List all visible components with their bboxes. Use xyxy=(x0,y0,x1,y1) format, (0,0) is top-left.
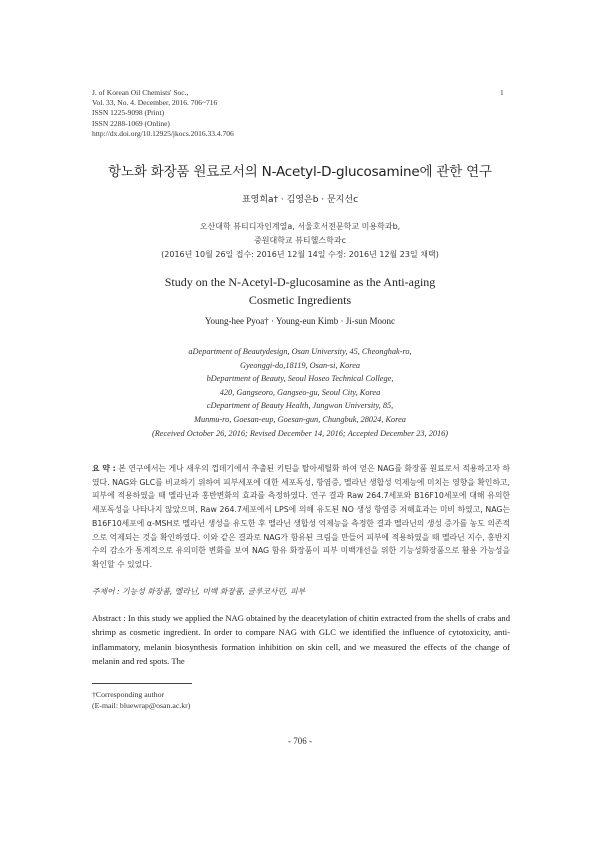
english-title xyxy=(0,273,600,309)
english-affiliation-line: 420, Gangseoro, Gangseo-gu, Seoul City, Korea xyxy=(219,387,381,397)
english-authors: Young-hee Pyoa† · Young-eun Kimb · Ji-sun Moonc xyxy=(204,316,396,326)
issn-print: ISSN 1225-9098 (Print) xyxy=(92,108,165,118)
korean-authors: 표영희a† · 김영은b · 문지선c xyxy=(241,195,359,205)
journal-name: J. of Korean Oil Chemists' Soc., xyxy=(92,88,189,97)
english-abstract xyxy=(92,611,510,668)
issn-online: ISSN 2288-1069 (Online) xyxy=(92,118,170,128)
korean-abstract xyxy=(92,462,510,572)
english-affiliation-line: Gyeonggi-do,18119, Osan-si, Korea xyxy=(239,360,361,370)
korean-abstract-label: 요 약 : xyxy=(92,464,116,473)
english-abstract-text: In this study we applied the NAG obtained by the deacetylation of chitin extracted from the shells of crabs and shrimp as cosmetic ingredient. In order to compare NAG with GLC we identified the influence of cytotoxicity, anti-inflammatory, melanin biosynthesis formation inhibition on skin cell, and we measured the effects of the change of melanin and red spots. The xyxy=(92,613,511,666)
english-dates: (Received October 26, 2016; Revised December 14, 2016; Accepted December 23, 2016) xyxy=(151,428,449,438)
english-affiliation-line: Munmu-ro, Goesan-eup, Goesan-gun, Chungbuk, 28024, Korea xyxy=(194,414,406,424)
doi-link[interactable]: http://dx.doi.org/10.12925/jkocs.2016.33.4.706 xyxy=(92,128,234,138)
english-affiliation-line: cDepartment of Beauty Health, Jungwon University, 85, xyxy=(206,401,394,411)
journal-info xyxy=(92,88,234,139)
footnote-divider xyxy=(92,683,192,684)
author-email: (E-mail: bluewrap@osan.ac.kr) xyxy=(92,701,191,710)
journal-volume: Vol. 33, No. 4. December, 2016. 706~716 xyxy=(92,98,218,108)
english-title-line: Cosmetic Ingredients xyxy=(248,293,352,307)
korean-affiliation-line: 오산대학 뷰티디자인계열a, 서울호서전문학교 미용학과b, xyxy=(199,222,401,231)
korean-keywords: 주제어 : 기능성 화장품, 멜라닌, 미백 화장품, 글루코사민, 피부 xyxy=(92,587,306,596)
english-affiliation-line: bDepartment of Beauty, Seoul Hoseo Technical College, xyxy=(206,374,394,384)
english-abstract-label: Abstract : xyxy=(92,613,126,623)
english-title-line: Study on the N-Acetyl-D-glucosamine as the Anti-aging xyxy=(164,275,436,289)
page-number-bottom: - 706 - xyxy=(288,736,312,746)
english-affiliation-line: aDepartment of Beautydesign, Osan University, 45, Cheonghak-ro, xyxy=(188,347,412,356)
english-affiliations xyxy=(0,345,600,440)
korean-affiliation-line: 중원대학교 뷰티헬스학과c xyxy=(254,236,346,245)
korean-abstract-text: 본 연구에서는 게나 새우의 껍데기에서 추출된 키틴을 탈아세틸화 하여 얻은 NAG를 화장품 원료로서 적용하고자 하였다. NAG와 GLC를 비교하기 위하여 피부세포에 대한 세포독성, 항염증, 멜라닌 생합성 억제능에 미치는 영향을 확인하고, 피부에 적용하였을 때 멜라닌과 홍반변화의 효과를 측정하였다. 연구 결과 Raw 264.7세포와 B16F10세포에 대해 유의한 세포독성을 나타나지 않았으며, Raw 264.7세포에서 LPS에 의해 유도된 NO 생성 항염증 저해효과는 미비 하였고, NAG는 B16F10세포에 α-MSH로 멜라닌 생성을 유도한 후 멜라닌 생합성 억제능을 측정한 결과 멜라닌의 생성 증가를 농도 의존적으로 억제되는 것을 확인하였다. 이와 같은 결과로 NAG가 함유된 크림을 만들어 피부에 적용하였을 때 멜라닌 지수, 홍반지수의 감소가 통계적으로 유의미한 변화를 보여 NAG 함유 화장품이 피부 미백개선을 위한 기능성화장품으로 활용 가능성을 확인할 수 있었다. xyxy=(92,464,511,569)
korean-title: 항노화 화장품 원료로서의 N-Acetyl-D-glucosamine에 관한 연구 xyxy=(108,164,492,180)
korean-affiliations xyxy=(0,220,600,262)
korean-dates: (2016년 10월 26일 접수: 2016년 12월 14일 수정: 2016년 12월 23일 채택) xyxy=(161,250,439,259)
footnote xyxy=(92,689,190,711)
corresponding-author: †Corresponding author xyxy=(92,690,165,699)
page-number-top: 1 xyxy=(500,88,504,97)
